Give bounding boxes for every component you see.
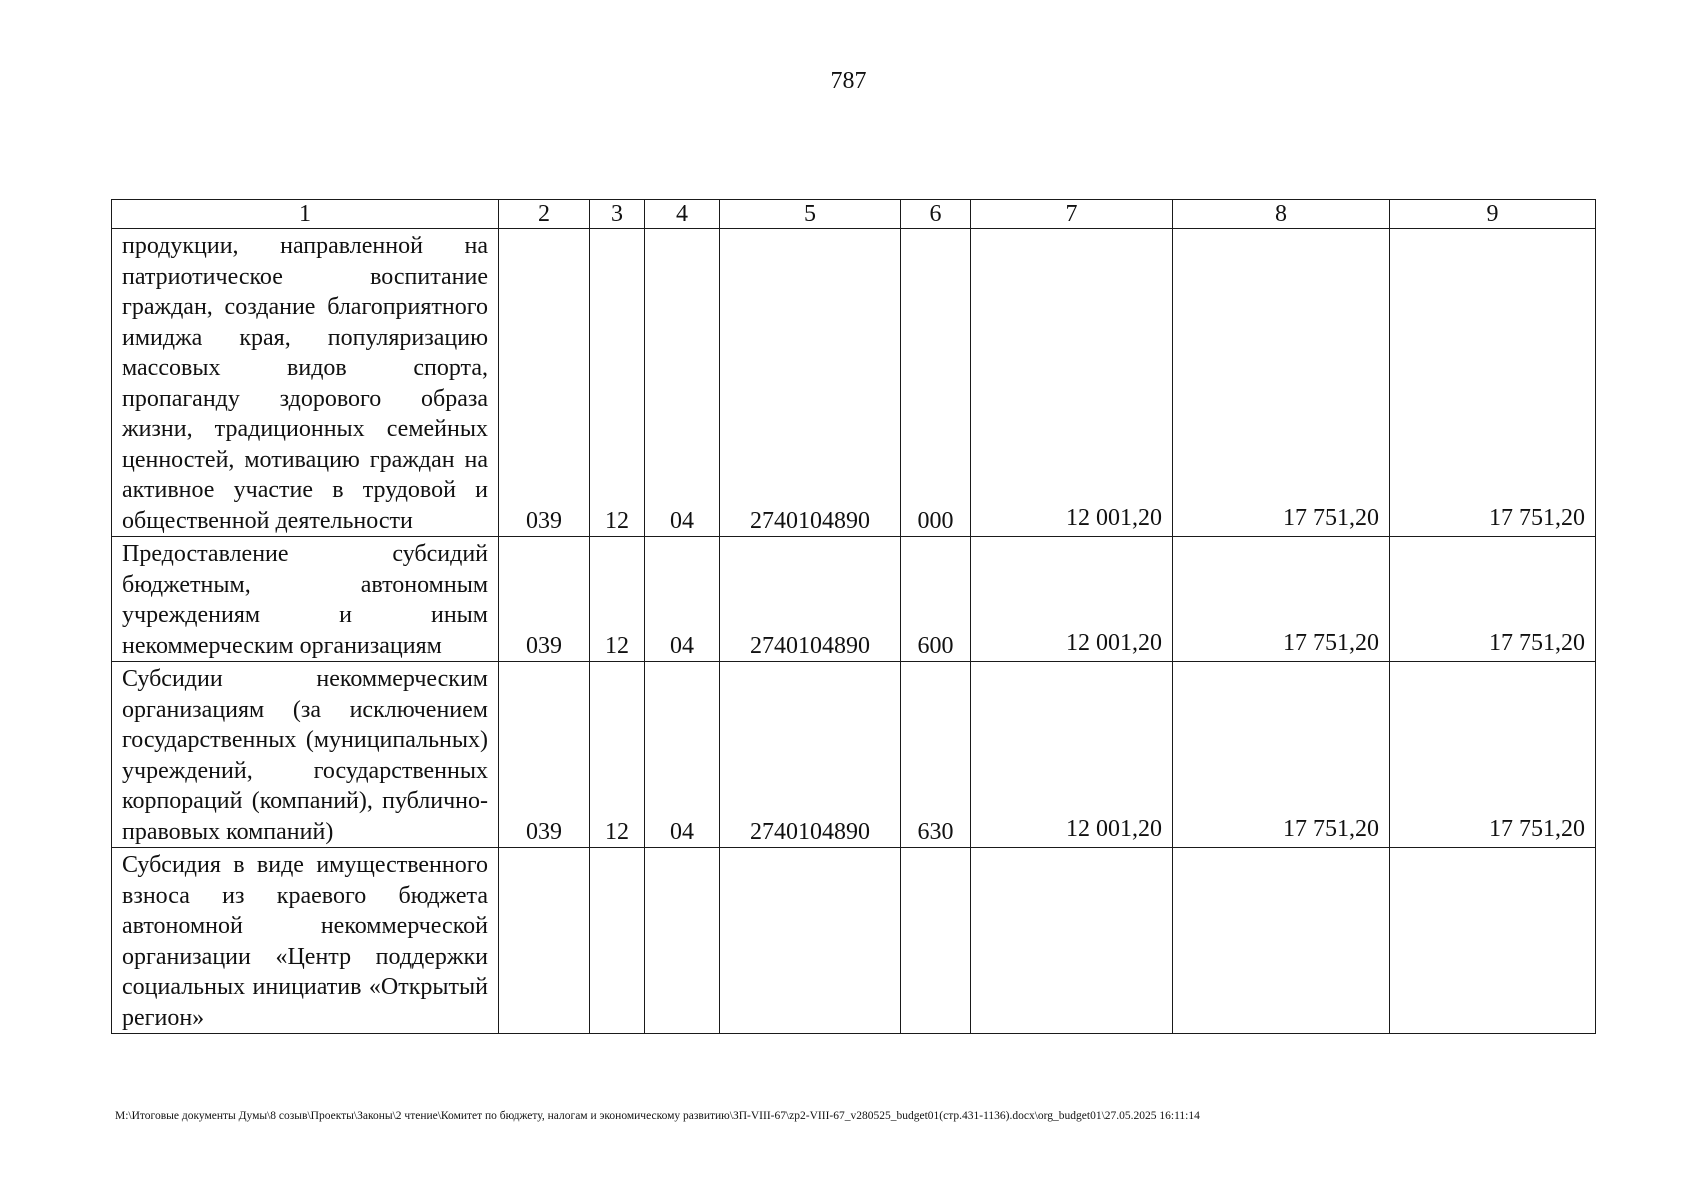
cell-col4: 04 bbox=[645, 537, 720, 662]
cell-col7: 12 001,20 bbox=[971, 662, 1173, 848]
column-header: 1 bbox=[112, 200, 499, 229]
cell-col5 bbox=[720, 848, 901, 1034]
row-description: Субсидии некоммерческим организациям (за исключением государственных (муниципальных) учреждений, государственных корпораций (компаний), публично-правовых компаний) bbox=[112, 662, 499, 848]
column-header: 5 bbox=[720, 200, 901, 229]
cell-col3: 12 bbox=[590, 537, 645, 662]
cell-col6: 600 bbox=[901, 537, 971, 662]
cell-col4: 04 bbox=[645, 229, 720, 537]
column-header: 9 bbox=[1390, 200, 1596, 229]
budget-table bbox=[111, 199, 1596, 1034]
cell-col5: 2740104890 bbox=[720, 662, 901, 848]
row-description: Субсидия в виде имущественного взноса из краевого бюджета автономной некоммерческой организации «Центр поддержки социальных инициатив «Открытый регион» bbox=[112, 848, 499, 1034]
table-row bbox=[112, 229, 1596, 537]
cell-col7: 12 001,20 bbox=[971, 229, 1173, 537]
cell-col8 bbox=[1173, 848, 1390, 1034]
cell-col3: 12 bbox=[590, 662, 645, 848]
cell-col6: 000 bbox=[901, 229, 971, 537]
footer-file-path: M:\Итоговые документы Думы\8 созыв\Проекты\Законы\2 чтение\Комитет по бюджету, налогам и экономическому развитию\ЗП-VIII-67\zp2-VIII-67_v280525_budget01(стр.431-1136).docx\org_budget01\27.05.2025 16:11:14 bbox=[115, 1110, 1200, 1122]
cell-col2 bbox=[499, 848, 590, 1034]
cell-col6 bbox=[901, 848, 971, 1034]
column-header: 7 bbox=[971, 200, 1173, 229]
cell-col4 bbox=[645, 848, 720, 1034]
table-row bbox=[112, 848, 1596, 1034]
column-header: 2 bbox=[499, 200, 590, 229]
cell-col8: 17 751,20 bbox=[1173, 537, 1390, 662]
cell-col7 bbox=[971, 848, 1173, 1034]
column-header: 6 bbox=[901, 200, 971, 229]
cell-col3 bbox=[590, 848, 645, 1034]
cell-col6: 630 bbox=[901, 662, 971, 848]
row-description: продукции, направленной на патриотическое воспитание граждан, создание благоприятного имиджа края, популяризацию массовых видов спорта, пропаганду здорового образа жизни, традиционных семейных ценностей, мотивацию граждан на активное участие в трудовой и общественной деятельности bbox=[112, 229, 499, 537]
cell-col3: 12 bbox=[590, 229, 645, 537]
cell-col8: 17 751,20 bbox=[1173, 662, 1390, 848]
header-row bbox=[112, 200, 1596, 229]
table-row bbox=[112, 662, 1596, 848]
cell-col5: 2740104890 bbox=[720, 229, 901, 537]
row-description: Предоставление субсидий бюджетным, автономным учреждениям и иным некоммерческим организациям bbox=[112, 537, 499, 662]
cell-col2: 039 bbox=[499, 662, 590, 848]
table-row bbox=[112, 537, 1596, 662]
cell-col9: 17 751,20 bbox=[1390, 229, 1596, 537]
column-header: 8 bbox=[1173, 200, 1390, 229]
column-header: 3 bbox=[590, 200, 645, 229]
cell-col5: 2740104890 bbox=[720, 537, 901, 662]
cell-col7: 12 001,20 bbox=[971, 537, 1173, 662]
cell-col2: 039 bbox=[499, 229, 590, 537]
column-header: 4 bbox=[645, 200, 720, 229]
cell-col9 bbox=[1390, 848, 1596, 1034]
cell-col4: 04 bbox=[645, 662, 720, 848]
cell-col9: 17 751,20 bbox=[1390, 537, 1596, 662]
page-number: 787 bbox=[830, 68, 867, 94]
cell-col8: 17 751,20 bbox=[1173, 229, 1390, 537]
cell-col9: 17 751,20 bbox=[1390, 662, 1596, 848]
cell-col2: 039 bbox=[499, 537, 590, 662]
